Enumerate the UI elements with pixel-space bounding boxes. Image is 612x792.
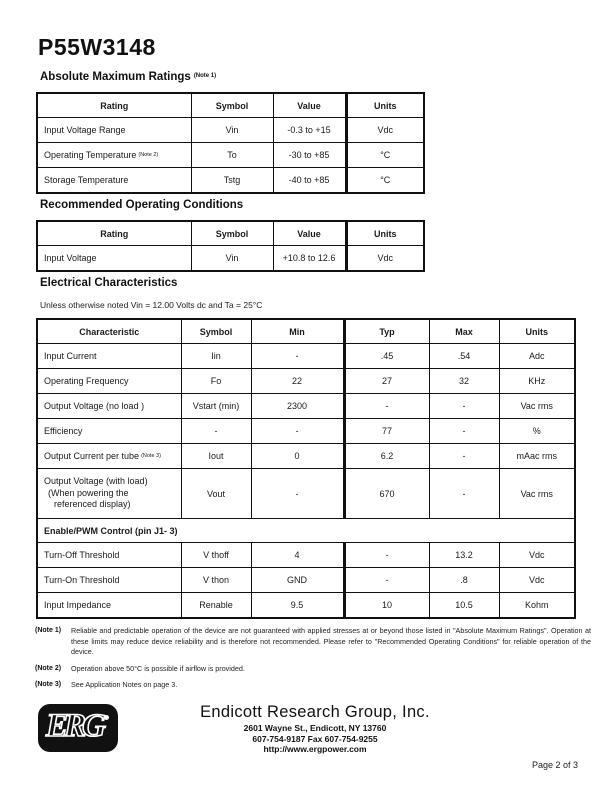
max-cell: - bbox=[429, 444, 499, 469]
absolute-maximum-ratings-table bbox=[36, 92, 425, 194]
table-row bbox=[37, 469, 575, 519]
rating-cell: Storage Temperature bbox=[37, 168, 191, 194]
characteristic-cell: Input Impedance bbox=[37, 593, 181, 619]
column-header-symbol: Symbol bbox=[181, 319, 251, 344]
units-cell: Adc bbox=[499, 344, 575, 369]
note-text: Reliable and predictable operation of the device are not guaranteed with applied stresses at or beyond those listed in "Absolute Maximum Ratings". Operation at these limits may reduce device reliability and is therefore not recommended. Please refer to "Recommended Operating Conditions" for reliable operation of the device. bbox=[71, 626, 591, 656]
table-row bbox=[37, 419, 575, 444]
symbol-cell: Iout bbox=[181, 444, 251, 469]
min-cell: 4 bbox=[251, 543, 344, 568]
characteristic-text: Output Current per tube bbox=[44, 451, 140, 461]
min-cell: 22 bbox=[251, 369, 344, 394]
cell-note-ref: (Note 2) bbox=[138, 152, 159, 158]
recommended-operating-conditions-table bbox=[36, 220, 425, 272]
column-header-units: Units bbox=[346, 93, 424, 118]
symbol-cell: V thoff bbox=[181, 543, 251, 568]
units-cell: °C bbox=[346, 143, 424, 168]
characteristic-cell: Turn-On Threshold bbox=[37, 568, 181, 593]
symbol-cell: Vstart (min) bbox=[181, 394, 251, 419]
note-2 bbox=[35, 664, 591, 675]
column-header-rating: Rating bbox=[37, 221, 191, 246]
table-row bbox=[37, 543, 575, 568]
column-header-value: Value bbox=[273, 93, 346, 118]
erg-logo bbox=[38, 704, 118, 752]
typ-cell: - bbox=[344, 543, 429, 568]
rating-text: Operating Temperature bbox=[44, 150, 137, 160]
note-3 bbox=[35, 680, 591, 691]
symbol-cell: Vin bbox=[191, 118, 273, 143]
rating-cell bbox=[37, 143, 191, 168]
table-row bbox=[37, 394, 575, 419]
erg-logo-dot-icon bbox=[104, 715, 109, 720]
symbol-cell: Iin bbox=[181, 344, 251, 369]
max-cell: 13.2 bbox=[429, 543, 499, 568]
column-header-symbol: Symbol bbox=[191, 221, 273, 246]
characteristic-line2: (When powering the bbox=[48, 487, 129, 498]
symbol-cell: To bbox=[191, 143, 273, 168]
characteristic-cell: Input Current bbox=[37, 344, 181, 369]
column-header-min: Min bbox=[251, 319, 344, 344]
units-cell: Vdc bbox=[346, 246, 424, 272]
min-cell: GND bbox=[251, 568, 344, 593]
column-header-rating: Rating bbox=[37, 93, 191, 118]
typ-cell: 6.2 bbox=[344, 444, 429, 469]
section-heading-recommended-operating-conditions: Recommended Operating Conditions bbox=[40, 199, 244, 211]
table-row bbox=[37, 246, 424, 272]
column-header-value: Value bbox=[273, 221, 346, 246]
table-row bbox=[37, 444, 575, 469]
units-cell: Vdc bbox=[499, 568, 575, 593]
column-header-max: Max bbox=[429, 319, 499, 344]
max-cell: .8 bbox=[429, 568, 499, 593]
min-cell: 2300 bbox=[251, 394, 344, 419]
column-header-units: Units bbox=[346, 221, 424, 246]
units-cell: % bbox=[499, 419, 575, 444]
characteristic-line1: Output Voltage (with load) bbox=[44, 475, 148, 486]
table-row bbox=[37, 593, 575, 619]
value-cell: -40 to +85 bbox=[273, 168, 346, 194]
units-cell: KHz bbox=[499, 369, 575, 394]
table-row bbox=[37, 118, 424, 143]
symbol-cell: Vin bbox=[191, 246, 273, 272]
characteristic-cell bbox=[37, 444, 181, 469]
note-1 bbox=[35, 626, 591, 658]
rating-cell: Input Voltage Range bbox=[37, 118, 191, 143]
table-row bbox=[37, 568, 575, 593]
typ-cell: 27 bbox=[344, 369, 429, 394]
characteristic-cell: Efficiency bbox=[37, 419, 181, 444]
table-header-row bbox=[37, 221, 424, 246]
notes-section bbox=[35, 626, 591, 697]
characteristic-cell: Output Voltage (no load ) bbox=[37, 394, 181, 419]
min-cell: - bbox=[251, 419, 344, 444]
page-title: P55W3148 bbox=[38, 34, 156, 60]
table-subheader: Enable/PWM Control (pin J1- 3) bbox=[37, 519, 575, 543]
company-name: Endicott Research Group, Inc. bbox=[200, 703, 430, 721]
cell-note-ref: (Note 3) bbox=[141, 453, 161, 459]
max-cell: - bbox=[429, 394, 499, 419]
table-header-row bbox=[37, 319, 575, 344]
typ-cell: - bbox=[344, 568, 429, 593]
characteristic-cell bbox=[37, 469, 181, 519]
section-heading-absolute-maximum-ratings bbox=[40, 71, 216, 83]
table-row bbox=[37, 369, 575, 394]
value-cell: -0.3 to +15 bbox=[273, 118, 346, 143]
symbol-cell: - bbox=[181, 419, 251, 444]
rating-cell: Input Voltage bbox=[37, 246, 191, 272]
heading-note-ref: (Note 1) bbox=[193, 73, 217, 79]
characteristic-cell: Turn-Off Threshold bbox=[37, 543, 181, 568]
table-row bbox=[37, 143, 424, 168]
max-cell: - bbox=[429, 419, 499, 444]
value-cell: -30 to +85 bbox=[273, 143, 346, 168]
table-subheader-row bbox=[37, 519, 575, 543]
column-header-units: Units bbox=[499, 319, 575, 344]
units-cell: °C bbox=[346, 168, 424, 194]
electrical-characteristics-table bbox=[36, 318, 576, 619]
typ-cell: 10 bbox=[344, 593, 429, 619]
company-info-block bbox=[155, 703, 475, 755]
symbol-cell: Renable bbox=[181, 593, 251, 619]
units-cell: Vdc bbox=[346, 118, 424, 143]
characteristic-line3: referenced display) bbox=[54, 499, 131, 510]
note-text: See Application Notes on page 3. bbox=[71, 680, 178, 689]
table-header-row bbox=[37, 93, 424, 118]
page-number: Page 2 of 3 bbox=[531, 760, 578, 770]
table-row bbox=[37, 168, 424, 194]
note-label: (Note 1) bbox=[35, 627, 62, 634]
max-cell: 32 bbox=[429, 369, 499, 394]
company-phone-fax: 607-754-9187 Fax 607-754-9255 bbox=[252, 733, 378, 744]
symbol-cell: Vout bbox=[181, 469, 251, 519]
units-cell: mAac rms bbox=[499, 444, 575, 469]
units-cell: Vac rms bbox=[499, 469, 575, 519]
typ-cell: - bbox=[344, 394, 429, 419]
section-heading-text: Absolute Maximum Ratings bbox=[40, 71, 191, 83]
typ-cell: .45 bbox=[344, 344, 429, 369]
company-url: http://www.ergpower.com bbox=[263, 744, 367, 754]
max-cell: - bbox=[429, 469, 499, 519]
max-cell: .54 bbox=[429, 344, 499, 369]
column-header-typ: Typ bbox=[344, 319, 429, 344]
min-cell: - bbox=[251, 469, 344, 519]
symbol-cell: Fo bbox=[181, 369, 251, 394]
typ-cell: 670 bbox=[344, 469, 429, 519]
column-header-symbol: Symbol bbox=[191, 93, 273, 118]
symbol-cell: Tstg bbox=[191, 168, 273, 194]
units-cell: Vac rms bbox=[499, 394, 575, 419]
note-label: (Note 3) bbox=[35, 681, 62, 688]
units-cell: Kohm bbox=[499, 593, 575, 619]
min-cell: - bbox=[251, 344, 344, 369]
max-cell: 10.5 bbox=[429, 593, 499, 619]
test-conditions-text: Unless otherwise noted Vin = 12.00 Volts dc and Ta = 25°C bbox=[40, 300, 263, 310]
value-cell: +10.8 to 12.6 bbox=[273, 246, 346, 272]
erg-logo-text: ERG bbox=[46, 708, 102, 744]
note-label: (Note 2) bbox=[35, 664, 62, 672]
units-cell: Vdc bbox=[499, 543, 575, 568]
min-cell: 0 bbox=[251, 444, 344, 469]
table-row bbox=[37, 344, 575, 369]
symbol-cell: V thon bbox=[181, 568, 251, 593]
characteristic-cell: Operating Frequency bbox=[37, 369, 181, 394]
column-header-characteristic: Characteristic bbox=[37, 319, 181, 344]
typ-cell: 77 bbox=[344, 419, 429, 444]
min-cell: 9.5 bbox=[251, 593, 344, 619]
note-text: Operation above 50°C is possible if airflow is provided. bbox=[71, 663, 245, 673]
section-heading-electrical-characteristics: Electrical Characteristics bbox=[40, 277, 178, 289]
company-address: 2601 Wayne St., Endicott, NY 13760 bbox=[243, 723, 387, 733]
